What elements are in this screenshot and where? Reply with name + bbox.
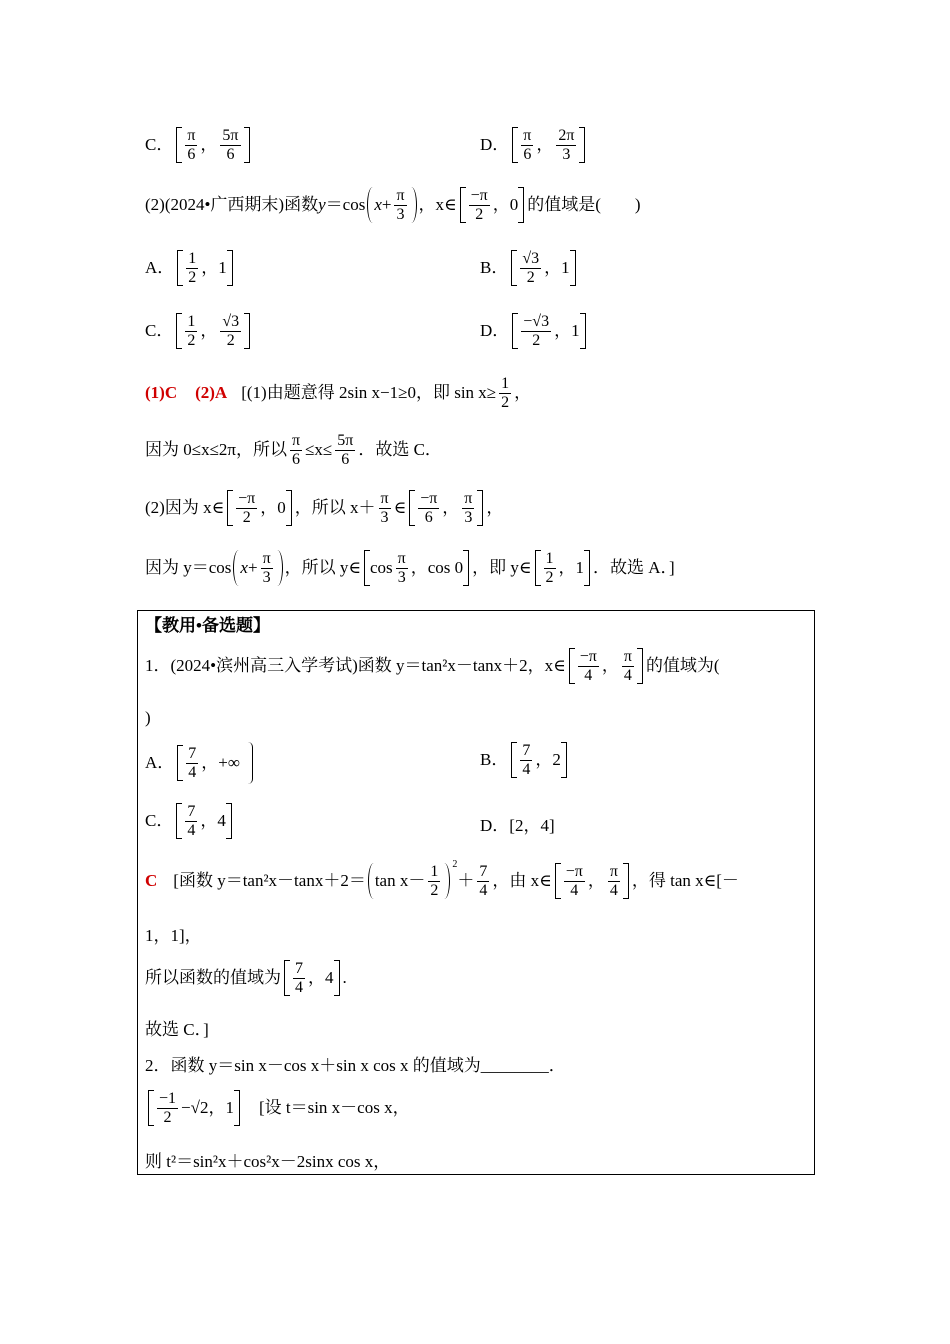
option-label: C．: [145, 321, 174, 341]
option-d-row: [480, 127, 588, 163]
interval: $\frac{√3}{2}$ ， 1: [511, 250, 575, 286]
answer-label: C: [145, 871, 158, 891]
box-question-1-cont: ): [145, 708, 151, 727]
interval: $\frac{\pi}{6}$ ， $\frac{2\pi}{3}$: [512, 127, 585, 163]
option-d2-row: [480, 313, 589, 349]
box-question-1: 1．(2024•滨州高三入学考试)函数 y＝tan²x－tanx＋2，x∈ $\frac{-\pi}{4}$ ， $\frac{\pi}{4}$ 的值域为(: [145, 648, 720, 684]
box-q2-answer: $\frac{-1}{2}$ −√2 ， 1 [设 t＝sin x－cos x，: [145, 1090, 410, 1126]
interval: $\frac{-\pi}{4}$ ， $\frac{\pi}{4}$: [569, 648, 643, 684]
box-solution-2: 1，1]，: [145, 926, 202, 945]
option-label: D．: [480, 135, 510, 155]
answer-line-2: 因为 0≤x≤2π，所以 $\frac{\pi}{6}$ ≤x≤ $\frac{5\pi}{6}$ ．故选 C．: [145, 432, 442, 468]
box-question-2: 2．函数 y＝sin x－cos x＋sin x cos x 的值域为________．: [145, 1056, 566, 1075]
option-label: D．: [480, 321, 510, 341]
option-a-row: [145, 250, 236, 286]
box-option-b: B． $\frac{7}{4}$ ， 2: [480, 742, 570, 778]
interval: $\frac{-\pi}{4}$ ， $\frac{\pi}{4}$: [555, 863, 629, 899]
interval: $\frac{7}{4}$ ， 4: [176, 803, 232, 839]
interval: $\frac{1}{2}$ ， 1: [535, 550, 591, 586]
answer-label: (2)A: [195, 383, 228, 403]
box-option-d: D．[2，4]: [480, 816, 555, 835]
interval: $\frac{7}{4}$ ， +∞: [177, 745, 245, 781]
option-label: C．: [145, 135, 174, 155]
paren-group: x + $\frac{\pi}{3}$: [233, 550, 282, 586]
box-q2-last: 则 t²＝sin²x＋cos²x－2sinx cos x，: [145, 1152, 391, 1171]
option-c-row: [145, 127, 253, 163]
interval: $\frac{-\pi}{2}$ ， 0: [460, 187, 525, 223]
paren-group: tan x－ $\frac{1}{2}$: [368, 863, 451, 899]
option-c2-row: [145, 313, 253, 349]
box-solution-1: C [函数 y＝tan²x－tanx＋2＝ tan x－ $\frac{1}{2}$ 2 ＋ $\frac{7}{4}$ ，由 x∈ $\frac{-\pi}{4}$ ， $\frac{\pi}{4}$ ，得 tan x∈[－: [145, 859, 739, 899]
interval: $\frac{\pi}{6}$ ， $\frac{5\pi}{6}$: [176, 127, 249, 163]
box-option-c: C． $\frac{7}{4}$ ， 4: [145, 803, 235, 839]
question-text: (2)(2024•广西期末)函数: [145, 195, 319, 215]
option-label: B．: [480, 258, 509, 278]
option-b-row: [480, 250, 579, 286]
interval: $\frac{-√3}{2}$ ， 1: [512, 313, 585, 349]
paren-group: x + $\frac{\pi}{3}$: [367, 187, 416, 223]
box-option-a: A． $\frac{7}{4}$ ， +∞: [145, 742, 253, 784]
answer-line-3: (2)因为 x∈ $\frac{-\pi}{2}$ ， 0 ，所以 x＋ $\frac{\pi}{3}$ ∈ $\frac{-\pi}{6}$ ， $\frac{\pi}{3}$ ，: [145, 490, 504, 526]
answer-line-1: (1)C (2)A [(1)由题意得 2sin x−1≥0，即 sin x≥ $\frac{1}{2}$ ，: [145, 375, 532, 411]
question-2: (2)(2024•广西期末)函数 y ＝cos x + $\frac{\pi}{3}$ ， x∈ $\frac{-\pi}{2}$ ， 0 的值域是( ): [145, 187, 641, 223]
box-title: 【教用•备选题】: [145, 616, 270, 635]
interval: cos $\frac{\pi}{3}$ ， cos 0: [364, 550, 469, 586]
interval: $\frac{-1}{2}$ −√2 ， 1: [148, 1090, 240, 1126]
interval: $\frac{-\pi}{6}$ ， $\frac{\pi}{3}$: [409, 490, 483, 526]
interval: $\frac{1}{2}$ ， 1: [177, 250, 233, 286]
box-solution-4: 故选 C．]: [145, 1020, 209, 1039]
box-solution-3: 所以函数的值域为 $\frac{7}{4}$ ， 4 .: [145, 960, 347, 996]
interval: $\frac{1}{2}$ ， $\frac{√3}{2}$: [176, 313, 250, 349]
interval: $\frac{7}{4}$ ， 4: [284, 960, 340, 996]
answer-label: (1)C: [145, 383, 178, 403]
interval: $\frac{7}{4}$ ， 2: [511, 742, 567, 778]
interval: $\frac{-\pi}{2}$ ， 0: [227, 490, 292, 526]
option-label: A．: [145, 258, 175, 278]
answer-line-4: 因为 y＝cos x + $\frac{\pi}{3}$ ，所以 y∈ cos $\frac{\pi}{3}$ ， cos 0 ，即 y∈ $\frac{1}{2}$ ， 1 ．故选 A．]: [145, 550, 675, 586]
